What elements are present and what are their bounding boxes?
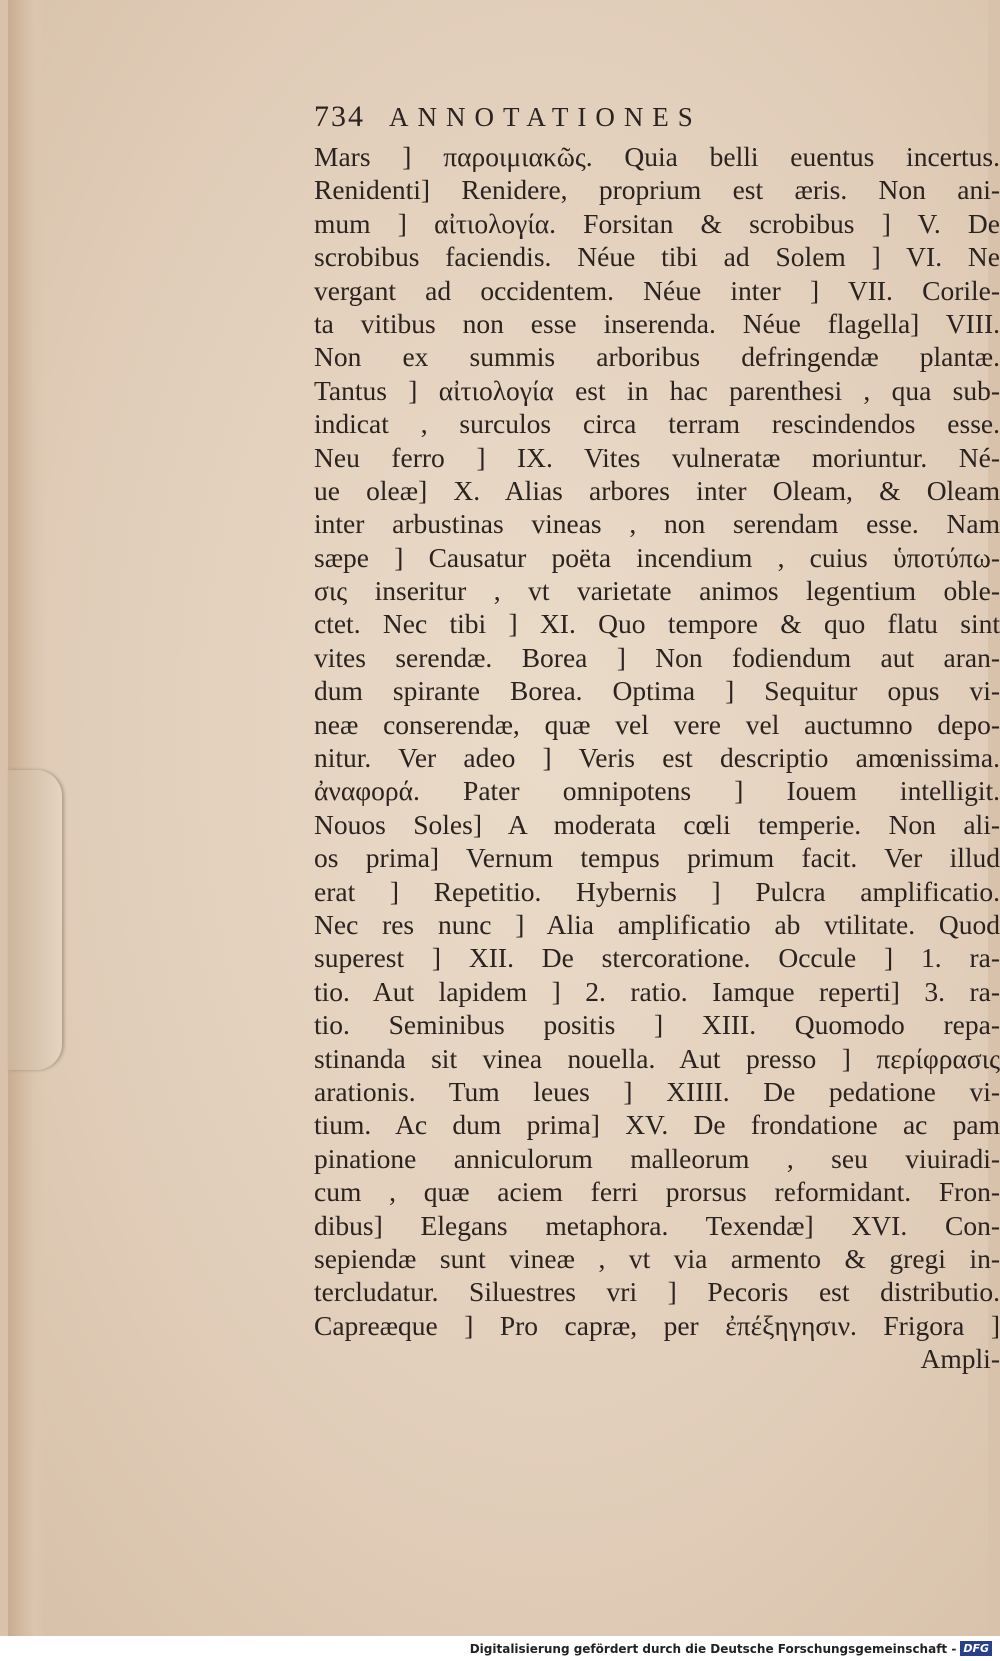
text-line: σις inseritur , vt varietate animos legentium oble- bbox=[314, 575, 1000, 607]
text-line: tio. Aut lapidem ] 2. ratio. Iamque reperti] 3. ra- bbox=[314, 975, 1000, 1007]
text-line: superest ] XII. De stercoratione. Occule ] 1. ra- bbox=[314, 942, 1000, 974]
footer-credit: Digitalisierung gefördert durch die Deutsche Forschungsgemeinschaft - bbox=[469, 1641, 957, 1656]
body-lines bbox=[314, 140, 1000, 1342]
page-header bbox=[314, 100, 1000, 140]
text-line: Capreæque ] Pro capræ, per ἐπέξηγησιν. Frigora ] bbox=[314, 1309, 1000, 1341]
text-line: mum ] αἰτιολογία. Forsitan & scrobibus ] V. De bbox=[314, 207, 1000, 239]
text-line: pinatione anniculorum malleorum , seu viuiradi- bbox=[314, 1142, 1000, 1174]
running-head: ANNOTATIONES bbox=[389, 102, 702, 132]
text-line: Tantus ] αἰτιολογία est in hac parenthesi , qua sub- bbox=[314, 374, 1000, 406]
text-line: os prima] Vernum tempus primum facit. Ver illud bbox=[314, 842, 1000, 874]
digitization-footer bbox=[0, 1636, 1000, 1661]
text-line: arationis. Tum leues ] XIIII. De pedatione vi- bbox=[314, 1075, 1000, 1107]
text-line: vites serendæ. Borea ] Non fodiendum aut aran- bbox=[314, 641, 1000, 673]
text-line: Mars ] παροιμιακῶς. Quia belli euentus incertus. bbox=[314, 141, 1000, 172]
text-line: Non ex summis arboribus defringendæ plantæ. bbox=[314, 341, 1000, 373]
text-line: nitur. Ver adeo ] Veris est descriptio amœnissima. bbox=[314, 742, 1000, 774]
paper-page bbox=[8, 0, 1000, 1636]
text-line: sepiendæ sunt vineæ , vt via armento & gregi in- bbox=[314, 1242, 1000, 1274]
text-line: stinanda sit vinea nouella. Aut presso ] περίφρασις bbox=[314, 1042, 1000, 1074]
text-line: dum spirante Borea. Optima ] Sequitur opus vi- bbox=[314, 675, 1000, 707]
text-line: ctet. Nec tibi ] XI. Quo tempore & quo flatu sint bbox=[314, 608, 1000, 640]
page-clip-tab bbox=[8, 770, 62, 1070]
catchword: Ampli- bbox=[920, 1343, 1000, 1375]
text-line: Nec res nunc ] Alia amplificatio ab vtilitate. Quod bbox=[314, 908, 1000, 940]
page-number: 734 bbox=[314, 100, 365, 133]
text-line: dibus] Elegans metaphora. Texendæ] XVI. Con- bbox=[314, 1209, 1000, 1241]
text-block bbox=[314, 100, 1000, 1376]
text-line: Nouos Soles] A moderata cœli temperie. Non ali- bbox=[314, 808, 1000, 840]
text-line: vergant ad occidentem. Néue inter ] VII. Corile- bbox=[314, 274, 1000, 306]
text-line: ἀναφορά. Pater omnipotens ] Iouem intelligit. bbox=[314, 775, 1000, 807]
text-line: neæ conserendæ, quæ vel vere vel auctumno depo- bbox=[314, 708, 1000, 740]
text-line: tio. Seminibus positis ] XIII. Quomodo repa- bbox=[314, 1009, 1000, 1041]
text-line: tercludatur. Siluestres vri ] Pecoris est distributio. bbox=[314, 1276, 1000, 1308]
text-line: tium. Ac dum prima] XV. De frondatione ac pam bbox=[314, 1109, 1000, 1141]
text-line: Neu ferro ] IX. Vites vulneratæ moriuntur. Né- bbox=[314, 441, 1000, 473]
text-line: Renidenti] Renidere, proprium est æris. Non ani- bbox=[314, 174, 1000, 206]
text-line: ue oleæ] X. Alias arbores inter Oleam, & Oleam bbox=[314, 474, 1000, 506]
text-line: ta vitibus non esse inserenda. Néue flagella] VIII. bbox=[314, 307, 1000, 339]
text-line: sæpe ] Causatur poëta incendium , cuius ὑποτύπω- bbox=[314, 541, 1000, 573]
text-line: cum , quæ aciem ferri prorsus reformidant. Fron- bbox=[314, 1176, 1000, 1208]
text-line: inter arbustinas vineas , non serendam esse. Nam bbox=[314, 508, 1000, 540]
text-line: erat ] Repetitio. Hybernis ] Pulcra amplificatio. bbox=[314, 875, 1000, 907]
dfg-logo-icon: DFG bbox=[960, 1641, 992, 1656]
text-line: indicat , surculos circa terram rescindendos esse. bbox=[314, 408, 1000, 440]
text-line: scrobibus faciendis. Néue tibi ad Solem ] VI. Ne bbox=[314, 241, 1000, 273]
